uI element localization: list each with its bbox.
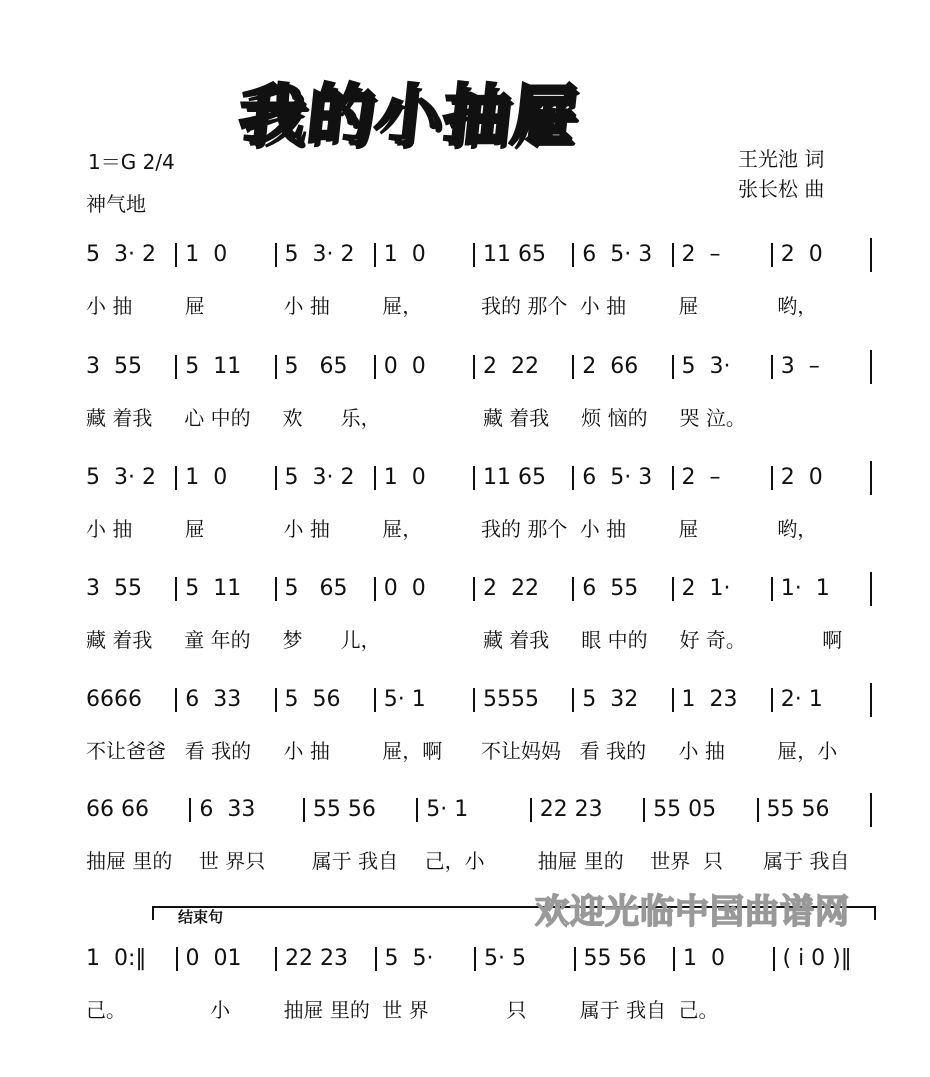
measure-notes: 55 56	[303, 798, 416, 822]
measure-notes: 5 3· 2	[275, 243, 374, 267]
measure-notes: 2 –	[672, 466, 771, 490]
measure-lyric: 藏 着我	[86, 628, 153, 652]
measure-notes: 0 01	[176, 947, 276, 971]
measure-lyric	[774, 402, 872, 430]
measure-notes: 3 55	[86, 354, 142, 379]
measure-notes: 1 0	[673, 947, 773, 971]
measure-notes: 2 –	[672, 243, 771, 267]
measure-notes: 5555	[473, 688, 572, 712]
measure-lyric: 欢 乐，	[282, 406, 381, 430]
lyrics-line	[86, 402, 872, 430]
measure-lyric: 屉，	[382, 294, 423, 318]
measure-notes: ( i 0 )‖	[773, 947, 873, 971]
measure-lyric: 己，小	[424, 849, 485, 873]
measure-lyric: 小 抽	[579, 517, 627, 541]
measure-lyric: 小 抽	[678, 739, 725, 763]
measure-notes: 6 33	[175, 688, 274, 712]
ending-label: 结束句	[178, 908, 224, 926]
lyrics-line	[86, 994, 872, 1022]
lyrics-line	[86, 624, 872, 652]
measure-notes: 1 0	[175, 466, 274, 490]
measure-lyric	[773, 994, 872, 1022]
measure-lyric: 抽屉 里的	[283, 998, 370, 1022]
measure-lyric: 屉，啊	[382, 739, 443, 763]
measure-notes: 5 3· 2	[275, 466, 374, 490]
measure-lyric: 属于 我自	[311, 849, 399, 873]
measure-lyric: 我的 那个	[481, 517, 568, 541]
measure-lyric: 屉，小	[777, 739, 838, 763]
measure-lyric: 看 我的	[579, 739, 647, 763]
score-row	[86, 461, 872, 541]
measure-notes: 5 3· 2	[86, 465, 156, 490]
measure-notes: 2· 1	[771, 688, 870, 712]
measure-lyric: 啊	[777, 628, 843, 652]
measure-lyric: 屉	[678, 517, 699, 541]
measure-lyric: 屉，	[382, 517, 423, 541]
measure-lyric: 我的 那个	[481, 294, 568, 318]
measure-notes: 55 05	[643, 798, 756, 822]
measure-notes: 2 66	[572, 355, 671, 379]
measure-lyric: 不让妈妈	[481, 739, 561, 763]
score-row	[86, 793, 872, 873]
measure-notes: 2 22	[473, 577, 572, 601]
measure-notes: 3 55	[86, 576, 142, 601]
notes-line	[86, 461, 872, 495]
measure-notes: 1 0	[175, 243, 274, 267]
measure-lyric: 世界 只	[650, 849, 724, 873]
measure-notes: 6 33	[189, 798, 302, 822]
lyrics-line	[86, 290, 872, 318]
measure-lyric: 只	[481, 998, 527, 1022]
measure-notes: 5 65	[275, 355, 374, 379]
measure-lyric: 看 我的	[184, 739, 252, 763]
key-signature: 1＝G 2/4	[88, 150, 175, 174]
measure-notes: 0 0	[374, 355, 473, 379]
measure-notes: 11 65	[473, 243, 572, 267]
measure-lyric: 梦 儿，	[282, 628, 381, 652]
measure-notes: 22 23	[275, 947, 375, 971]
measure-lyric: 屉	[184, 294, 205, 318]
measure-notes: 5 56	[275, 688, 374, 712]
measure-notes: 1 0	[374, 243, 473, 267]
measure-notes: 2 22	[473, 355, 572, 379]
measure-lyric: 抽屉 里的	[537, 849, 624, 873]
measure-lyric: 小 抽	[579, 294, 627, 318]
measure-lyric: 世 界只	[198, 849, 266, 873]
measure-notes: 5 3·	[672, 355, 771, 379]
measure-lyric: 不让爸爸	[86, 739, 166, 763]
measure-notes: 1 0:‖	[86, 946, 147, 971]
measure-lyric: 小 抽	[283, 739, 330, 763]
measure-lyric: 哭 泣。	[679, 406, 746, 430]
watermark: 欢迎光临中国曲谱网	[535, 892, 850, 932]
measure-notes: 6 55	[572, 577, 671, 601]
measure-notes: 2 0	[771, 466, 870, 490]
measure-notes: 6666	[86, 687, 142, 712]
lyrics-line	[86, 845, 872, 873]
measure-notes: 2 0	[771, 243, 870, 267]
measure-notes: 3 –	[771, 355, 870, 379]
measure-notes: 5 5·	[375, 947, 475, 971]
measure-lyric: 小 抽	[283, 517, 330, 541]
score-row	[86, 942, 872, 1022]
measure-lyric: 己。	[678, 998, 719, 1022]
score-row	[86, 683, 872, 763]
measure-lyric: 哟，	[777, 517, 818, 541]
measure-lyric: 哟，	[777, 294, 818, 318]
score-row	[86, 350, 872, 430]
measure-notes: 6 5· 3	[572, 243, 671, 267]
measure-lyric: 藏 着我	[482, 628, 550, 652]
measure-lyric: 眼 中的	[581, 628, 648, 652]
measure-lyric: 小 抽	[86, 294, 133, 318]
score-row	[86, 238, 872, 318]
song-title: 我的小抽屉	[235, 77, 584, 154]
measure-notes: 11 65	[473, 466, 572, 490]
measure-notes: 5 65	[275, 577, 374, 601]
measure-lyric: 藏 着我	[482, 406, 550, 430]
measure-lyric: 己。	[86, 998, 126, 1022]
notes-line	[86, 238, 872, 272]
measure-notes: 5 11	[175, 355, 274, 379]
measure-lyric: 抽屉 里的	[86, 849, 173, 873]
measure-lyric: 小	[184, 998, 231, 1022]
measure-lyric: 好 奇。	[679, 628, 746, 652]
measure-notes: 5 32	[572, 688, 671, 712]
measure-notes: 55 56	[757, 798, 870, 822]
notes-line	[86, 572, 872, 606]
measure-lyric: 屉	[184, 517, 205, 541]
measure-notes: 5· 1	[374, 688, 473, 712]
measure-lyric: 烦 恼的	[581, 406, 648, 430]
lyrics-line	[86, 513, 872, 541]
notes-line	[86, 350, 872, 384]
measure-notes: 66 66	[86, 797, 149, 822]
composer: 张长松 曲	[738, 177, 825, 201]
measure-notes: 5· 5	[474, 947, 574, 971]
notes-line	[86, 942, 872, 976]
notes-line	[86, 793, 872, 827]
measure-notes: 0 0	[374, 577, 473, 601]
measure-lyric: 屉	[678, 294, 699, 318]
measure-notes: 2 1·	[672, 577, 771, 601]
measure-lyric: 世 界	[382, 998, 429, 1022]
measure-lyric: 属于 我自	[763, 849, 850, 873]
measure-lyric: 小 抽	[86, 517, 133, 541]
measure-lyric	[381, 624, 479, 652]
measure-notes: 55 56	[574, 947, 674, 971]
measure-lyric: 心 中的	[184, 406, 251, 430]
lyrics-line	[86, 735, 872, 763]
lyricist: 王光池 词	[738, 147, 825, 171]
measure-notes: 6 5· 3	[572, 466, 671, 490]
measure-lyric: 小 抽	[283, 294, 330, 318]
measure-lyric: 童 年的	[184, 628, 251, 652]
measure-notes: 5· 1	[416, 798, 529, 822]
measure-lyric: 藏 着我	[86, 406, 153, 430]
measure-lyric	[381, 402, 479, 430]
score-row	[86, 572, 872, 652]
measure-notes: 5 11	[175, 577, 274, 601]
credits	[738, 144, 824, 204]
notes-line	[86, 683, 872, 717]
measure-notes: 1 0	[374, 466, 473, 490]
measure-lyric: 属于 我自	[579, 998, 667, 1022]
measure-notes: 22 23	[530, 798, 643, 822]
measure-notes: 5 3· 2	[86, 242, 156, 267]
measure-notes: 1· 1	[771, 577, 870, 601]
measure-notes: 1 23	[672, 688, 771, 712]
tempo-marking: 神气地	[86, 192, 146, 216]
